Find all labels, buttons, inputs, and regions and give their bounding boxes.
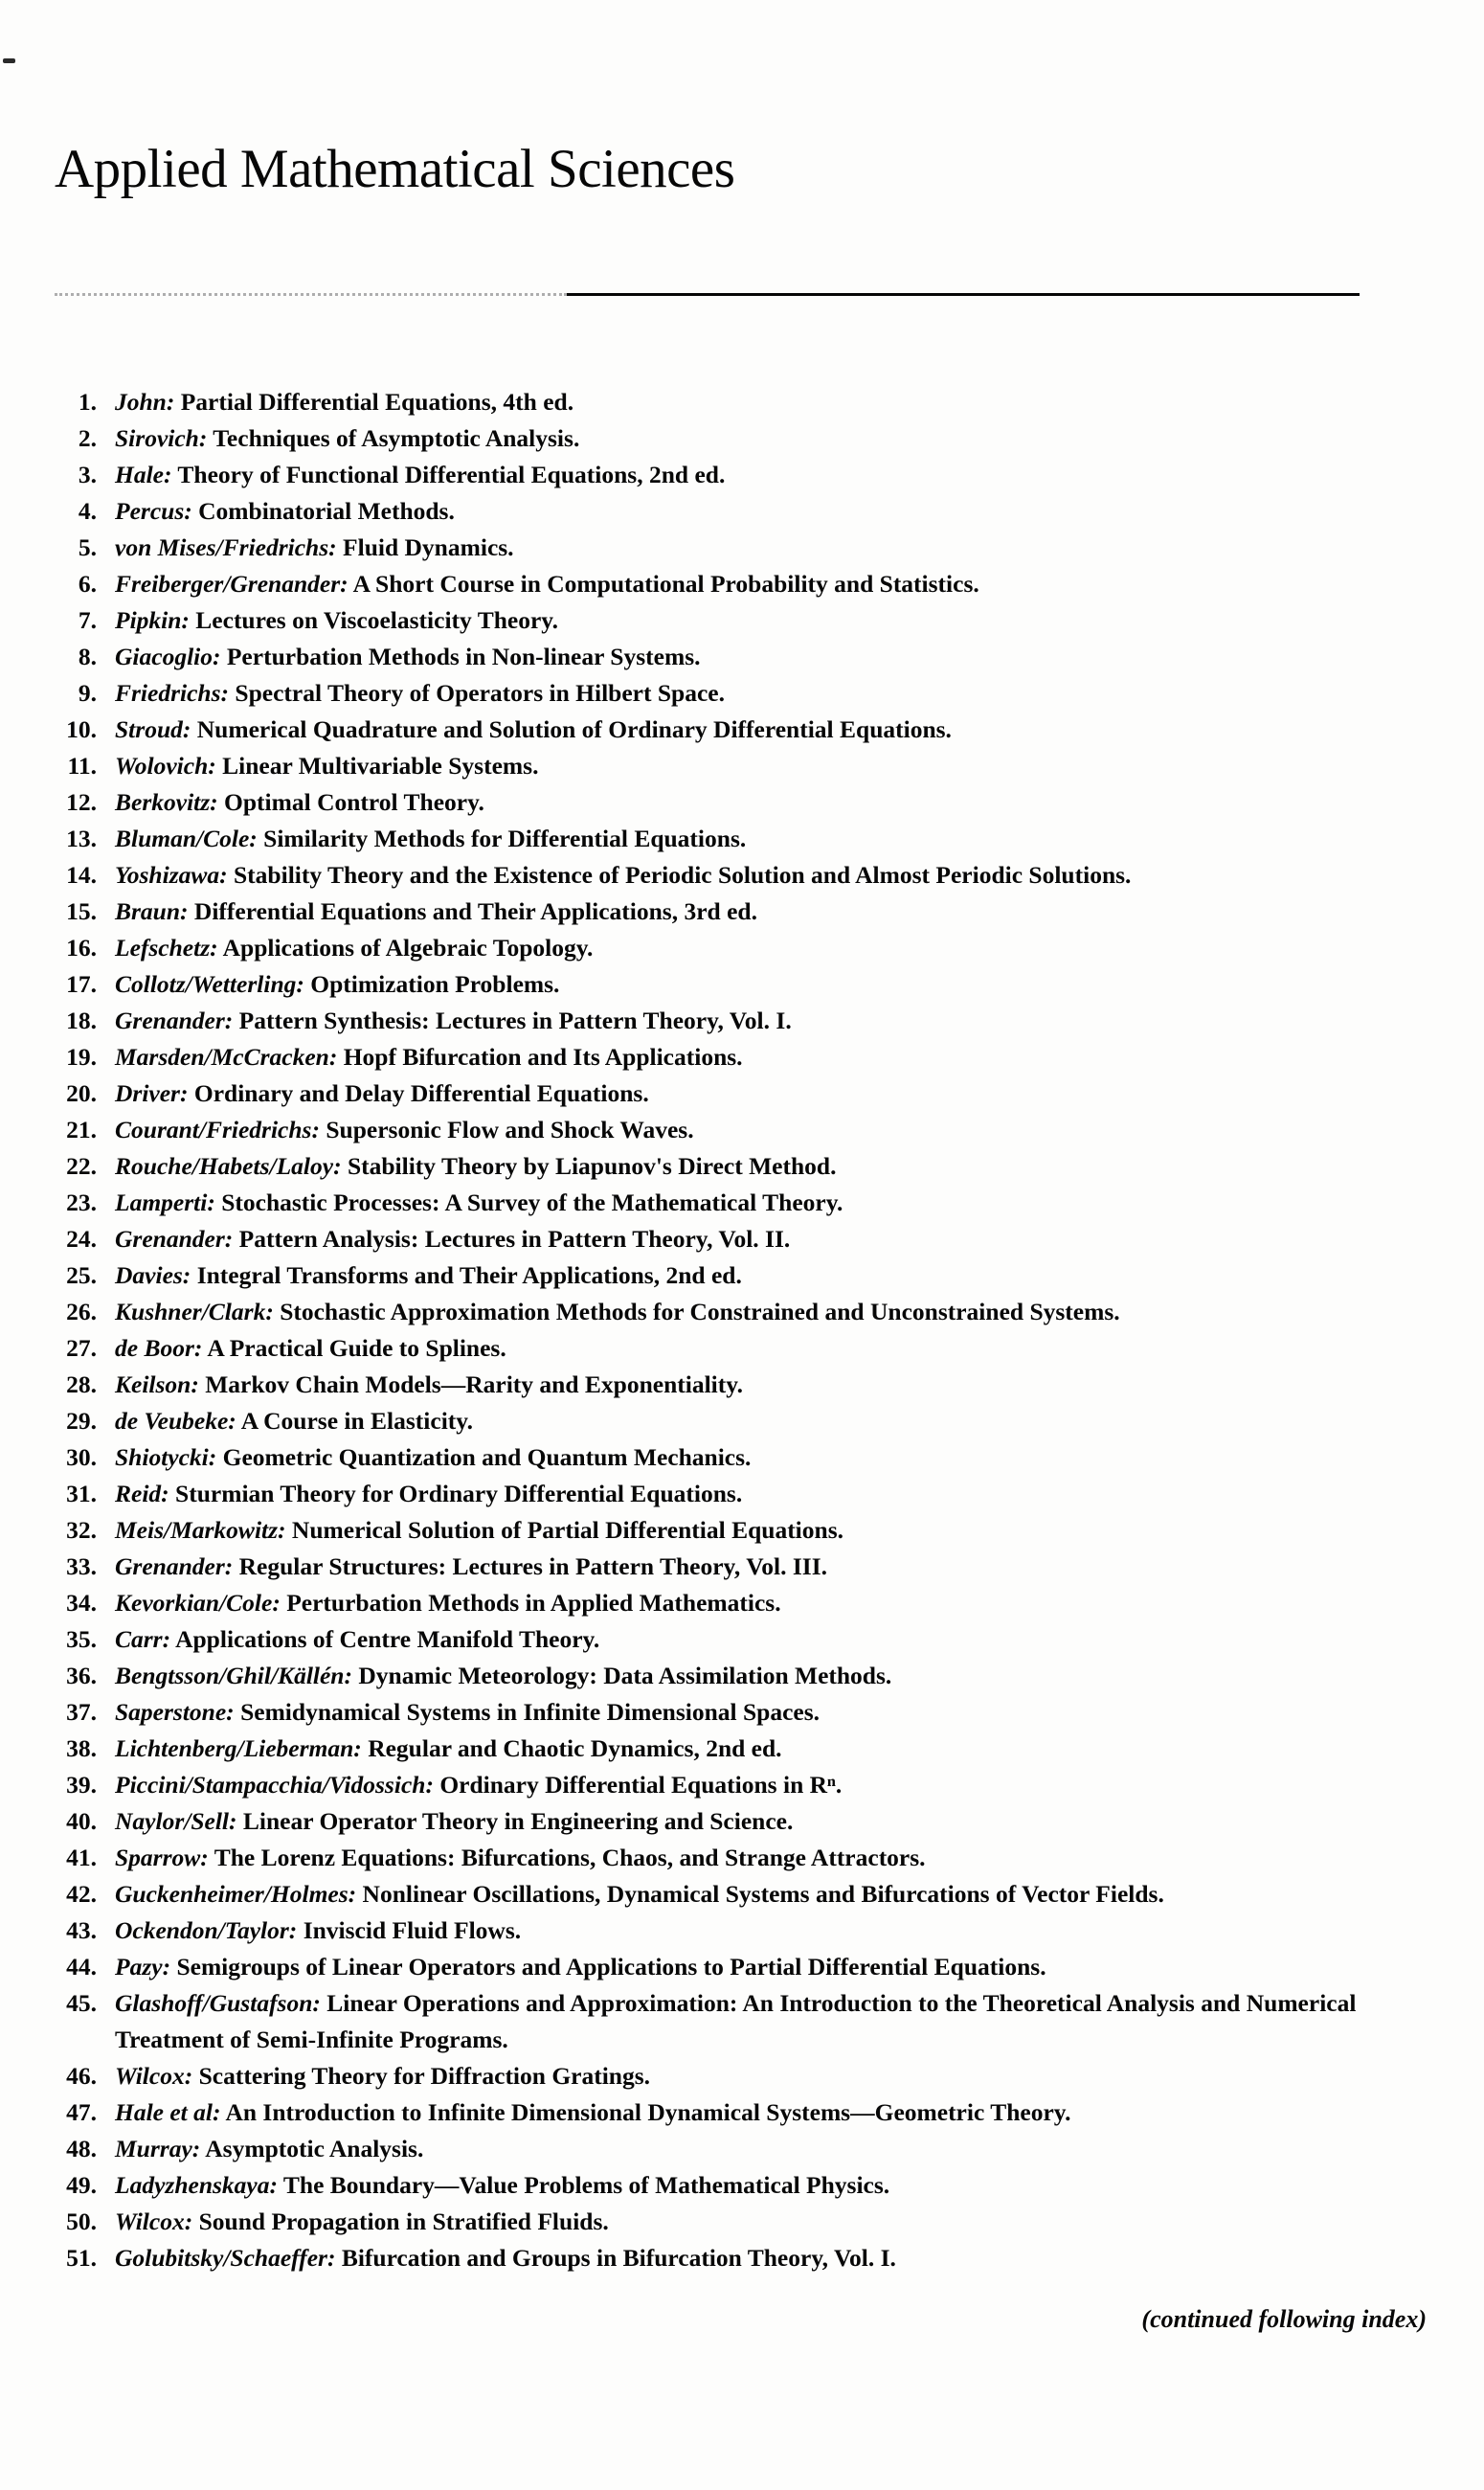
list-item	[55, 1294, 1427, 1330]
item-title: Nonlinear Oscillations, Dynamical Systems and Bifurcations of Vector Fields.	[362, 1879, 1164, 1908]
list-item	[55, 2240, 1427, 2276]
item-author: Courant/Friedrichs:	[115, 1115, 320, 1143]
item-author: Bluman/Cole:	[115, 824, 258, 852]
item-author: Stroud:	[115, 714, 191, 743]
item-author: Wolovich:	[115, 751, 216, 780]
item-title: The Boundary—Value Problems of Mathematical Physics.	[282, 2170, 890, 2199]
item-author: Yoshizawa:	[115, 860, 228, 889]
item-title: Spectral Theory of Operators in Hilbert Space.	[235, 678, 725, 707]
item-title: A Short Course in Computational Probability and Statistics.	[352, 569, 979, 598]
list-item	[55, 457, 1427, 493]
item-title: An Introduction to Infinite Dimensional Dynamical Systems—Geometric Theory.	[225, 2097, 1071, 2126]
list-item	[55, 420, 1427, 457]
item-entry	[115, 2240, 1417, 2276]
item-title: Perturbation Methods in Non-linear Systems.	[226, 642, 701, 670]
list-item	[55, 748, 1427, 784]
item-title: Regular and Chaotic Dynamics, 2nd ed.	[368, 1733, 782, 1762]
list-item	[55, 1658, 1427, 1694]
item-entry	[115, 1549, 1417, 1585]
list-item	[55, 784, 1427, 821]
list-item	[55, 712, 1427, 748]
item-title: Stability Theory by Liapunov's Direct Method.	[347, 1151, 837, 1180]
item-number: 31.	[66, 1479, 97, 1507]
item-number: 49.	[66, 2170, 97, 2199]
item-entry	[115, 1294, 1417, 1330]
item-entry	[115, 748, 1417, 784]
list-item	[55, 2131, 1427, 2167]
list-item	[55, 2204, 1427, 2240]
list-item	[55, 602, 1427, 639]
item-number: 43.	[66, 1915, 97, 1944]
item-author: Lichtenberg/Lieberman:	[115, 1733, 362, 1762]
list-item	[55, 1949, 1427, 1985]
item-title: Numerical Quadrature and Solution of Ordinary Differential Equations.	[196, 714, 952, 743]
list-item	[55, 2058, 1427, 2094]
item-title: Dynamic Meteorology: Data Assimilation Methods.	[358, 1661, 892, 1689]
item-title: Differential Equations and Their Applications, 3rd ed.	[193, 896, 757, 925]
item-entry	[115, 930, 1417, 966]
item-author: Pazy:	[115, 1952, 171, 1981]
item-entry	[115, 566, 1417, 602]
list-item	[55, 530, 1427, 566]
title-rule	[55, 292, 1360, 296]
item-number: 33.	[66, 1551, 97, 1580]
list-item	[55, 1803, 1427, 1840]
item-entry	[115, 1913, 1417, 1949]
item-author: Grenander:	[115, 1006, 234, 1034]
list-item	[55, 1876, 1427, 1913]
item-entry	[115, 1694, 1417, 1731]
item-author: Friedrichs:	[115, 678, 230, 707]
item-title: Partial Differential Equations, 4th ed.	[180, 387, 574, 416]
list-item	[55, 1003, 1427, 1039]
item-title: Similarity Methods for Differential Equations.	[263, 824, 747, 852]
item-number: 3.	[78, 460, 97, 488]
item-entry	[115, 784, 1417, 821]
item-title: Lectures on Viscoelasticity Theory.	[195, 605, 558, 634]
list-item	[55, 1367, 1427, 1403]
list-item	[55, 566, 1427, 602]
list-item	[55, 1185, 1427, 1221]
item-author: Golubitsky/Schaeffer:	[115, 2243, 336, 2272]
item-number: 28.	[66, 1370, 97, 1398]
item-title: Stochastic Processes: A Survey of the Mathematical Theory.	[221, 1188, 843, 1216]
item-number: 41.	[66, 1843, 97, 1871]
item-entry	[115, 493, 1417, 530]
item-number: 18.	[66, 1006, 97, 1034]
item-entry	[115, 1949, 1417, 1985]
item-title: Asymptotic Analysis.	[205, 2134, 424, 2162]
item-author: Sirovich:	[115, 423, 208, 452]
item-entry	[115, 1075, 1417, 1112]
item-title: Hopf Bifurcation and Its Applications.	[343, 1042, 743, 1071]
item-title: Regular Structures: Lectures in Pattern Theory, Vol. III.	[238, 1551, 827, 1580]
item-number: 44.	[66, 1952, 97, 1981]
item-number: 32.	[66, 1515, 97, 1544]
list-item	[55, 2167, 1427, 2204]
item-author: Giacoglio:	[115, 642, 221, 670]
item-number: 51.	[66, 2243, 97, 2272]
item-title: Theory of Functional Differential Equations, 2nd ed.	[177, 460, 726, 488]
item-number: 2.	[78, 423, 97, 452]
item-number: 17.	[66, 969, 97, 998]
item-number: 20.	[66, 1078, 97, 1107]
item-author: Reid:	[115, 1479, 169, 1507]
item-title: The Lorenz Equations: Bifurcations, Chaos, and Strange Attractors.	[214, 1843, 926, 1871]
list-item	[55, 894, 1427, 930]
item-title: Applications of Algebraic Topology.	[222, 933, 594, 962]
item-entry	[115, 1840, 1417, 1876]
item-entry	[115, 457, 1417, 493]
item-entry	[115, 2167, 1417, 2204]
item-number: 38.	[66, 1733, 97, 1762]
item-title: Geometric Quantization and Quantum Mechanics.	[222, 1442, 752, 1471]
item-entry	[115, 1003, 1417, 1039]
item-number: 27.	[66, 1333, 97, 1362]
item-title: Integral Transforms and Their Applications, 2nd ed.	[196, 1260, 742, 1289]
item-title: Supersonic Flow and Shock Waves.	[326, 1115, 694, 1143]
item-entry	[115, 1803, 1417, 1840]
item-entry	[115, 894, 1417, 930]
item-entry	[115, 1876, 1417, 1913]
item-entry	[115, 420, 1417, 457]
item-title: Sturmian Theory for Ordinary Differential Equations.	[175, 1479, 743, 1507]
item-entry	[115, 1403, 1417, 1439]
item-entry	[115, 1658, 1417, 1694]
item-entry	[115, 384, 1417, 420]
item-title: Semidynamical Systems in Infinite Dimensional Spaces.	[240, 1697, 821, 1726]
item-number: 36.	[66, 1661, 97, 1689]
item-number: 9.	[78, 678, 97, 707]
item-entry	[115, 1731, 1417, 1767]
list-item	[55, 675, 1427, 712]
item-number: 13.	[66, 824, 97, 852]
item-author: Bengtsson/Ghil/Källén:	[115, 1661, 352, 1689]
item-title: Bifurcation and Groups in Bifurcation Theory, Vol. I.	[341, 2243, 896, 2272]
item-number: 24.	[66, 1224, 97, 1253]
list-item	[55, 1148, 1427, 1185]
item-title: Applications of Centre Manifold Theory.	[175, 1624, 600, 1653]
item-author: Freiberger/Grenander:	[115, 569, 349, 598]
item-author: Glashoff/Gustafson:	[115, 1988, 321, 2017]
item-entry	[115, 1512, 1417, 1549]
item-entry	[115, 1112, 1417, 1148]
item-title: Ordinary and Delay Differential Equations.	[193, 1078, 649, 1107]
item-entry	[115, 1330, 1417, 1367]
item-title: Combinatorial Methods.	[198, 496, 455, 525]
item-author: Wilcox:	[115, 2061, 193, 2090]
list-item	[55, 1549, 1427, 1585]
item-number: 30.	[66, 1442, 97, 1471]
item-number: 8.	[78, 642, 97, 670]
item-author: John:	[115, 387, 175, 416]
item-author: Meis/Markowitz:	[115, 1515, 286, 1544]
item-entry	[115, 530, 1417, 566]
item-author: Ladyzhenskaya:	[115, 2170, 278, 2199]
item-number: 25.	[66, 1260, 97, 1289]
item-number: 50.	[66, 2207, 97, 2235]
item-title: Stochastic Approximation Methods for Constrained and Unconstrained Systems.	[280, 1297, 1120, 1325]
item-number: 22.	[66, 1151, 97, 1180]
item-number: 47.	[66, 2097, 97, 2126]
item-author: Shiotycki:	[115, 1442, 217, 1471]
item-number: 29.	[66, 1406, 97, 1435]
list-item	[55, 2094, 1427, 2131]
footer-note: (continued following index)	[1141, 2304, 1427, 2333]
item-author: von Mises/Friedrichs:	[115, 532, 337, 561]
list-item	[55, 1403, 1427, 1439]
item-entry	[115, 639, 1417, 675]
item-number: 5.	[78, 532, 97, 561]
item-entry	[115, 1767, 1417, 1803]
item-entry	[115, 2131, 1417, 2167]
list-item	[55, 1512, 1427, 1549]
item-title: Linear Operations and Approximation: An Introduction to the Theoretical Analysis and Numerical Treatment of Semi-Infinite Programs.	[115, 1988, 1357, 2053]
item-author: Davies:	[115, 1260, 191, 1289]
list-item	[55, 493, 1427, 530]
item-number: 19.	[66, 1042, 97, 1071]
list-item	[55, 1476, 1427, 1512]
page-title: Applied Mathematical Sciences	[55, 139, 735, 199]
item-number: 15.	[66, 896, 97, 925]
item-number: 16.	[66, 933, 97, 962]
item-number: 39.	[66, 1770, 97, 1799]
item-title: Numerical Solution of Partial Differential Equations.	[291, 1515, 843, 1544]
item-number: 12.	[66, 787, 97, 816]
item-entry	[115, 1221, 1417, 1257]
item-entry	[115, 1257, 1417, 1294]
item-number: 34.	[66, 1588, 97, 1617]
item-author: Keilson:	[115, 1370, 199, 1398]
item-number: 23.	[66, 1188, 97, 1216]
item-number: 21.	[66, 1115, 97, 1143]
item-title: Pattern Synthesis: Lectures in Pattern Theory, Vol. I.	[238, 1006, 792, 1034]
list-item	[55, 857, 1427, 894]
item-entry	[115, 1039, 1417, 1075]
item-author: Kevorkian/Cole:	[115, 1588, 281, 1617]
title-rule-solid-segment	[567, 293, 1360, 296]
item-author: Carr:	[115, 1624, 171, 1653]
item-entry	[115, 966, 1417, 1003]
item-entry	[115, 1439, 1417, 1476]
item-author: Lamperti:	[115, 1188, 215, 1216]
list-item	[55, 930, 1427, 966]
list-item	[55, 1257, 1427, 1294]
item-author: Hale et al:	[115, 2097, 221, 2126]
list-item	[55, 966, 1427, 1003]
list-item	[55, 384, 1427, 420]
item-author: Grenander:	[115, 1224, 234, 1253]
item-entry	[115, 2094, 1417, 2131]
item-author: de Boor:	[115, 1333, 203, 1362]
item-author: Grenander:	[115, 1551, 234, 1580]
list-item	[55, 1112, 1427, 1148]
item-author: Hale:	[115, 460, 172, 488]
item-title: Linear Multivariable Systems.	[222, 751, 539, 780]
list-item	[55, 1585, 1427, 1621]
item-number: 4.	[78, 496, 97, 525]
item-author: Lefschetz:	[115, 933, 218, 962]
item-entry	[115, 1148, 1417, 1185]
list-item	[55, 1913, 1427, 1949]
list-item	[55, 1330, 1427, 1367]
item-title: Markov Chain Models—Rarity and Exponentiality.	[205, 1370, 743, 1398]
item-author: Marsden/McCracken:	[115, 1042, 338, 1071]
item-author: Berkovitz:	[115, 787, 218, 816]
scan-artifact-speck	[3, 58, 15, 63]
list-item	[55, 1621, 1427, 1658]
item-entry	[115, 1185, 1417, 1221]
item-title: Inviscid Fluid Flows.	[303, 1915, 522, 1944]
item-title: Stability Theory and the Existence of Periodic Solution and Almost Periodic Solutions.	[234, 860, 1132, 889]
item-author: de Veubeke:	[115, 1406, 236, 1435]
item-author: Braun:	[115, 896, 189, 925]
item-number: 14.	[66, 860, 97, 889]
item-title: Scattering Theory for Diffraction Gratings.	[198, 2061, 651, 2090]
item-number: 45.	[66, 1988, 97, 2017]
item-author: Naylor/Sell:	[115, 1806, 237, 1835]
item-author: Saperstone:	[115, 1697, 235, 1726]
item-author: Collotz/Wetterling:	[115, 969, 304, 998]
item-author: Sparrow:	[115, 1843, 209, 1871]
item-number: 35.	[66, 1624, 97, 1653]
list-item	[55, 1767, 1427, 1803]
item-title: Linear Operator Theory in Engineering and Science.	[242, 1806, 794, 1835]
item-number: 26.	[66, 1297, 97, 1325]
item-entry	[115, 1476, 1417, 1512]
item-number: 37.	[66, 1697, 97, 1726]
item-entry	[115, 675, 1417, 712]
item-number: 42.	[66, 1879, 97, 1908]
item-author: Piccini/Stampacchia/Vidossich:	[115, 1770, 434, 1799]
item-entry	[115, 712, 1417, 748]
item-number: 7.	[78, 605, 97, 634]
item-author: Wilcox:	[115, 2207, 193, 2235]
item-entry	[115, 1985, 1417, 2058]
item-entry	[115, 2204, 1417, 2240]
item-title: Optimization Problems.	[310, 969, 560, 998]
item-number: 40.	[66, 1806, 97, 1835]
item-author: Murray:	[115, 2134, 201, 2162]
item-author: Driver:	[115, 1078, 189, 1107]
list-item	[55, 1840, 1427, 1876]
item-entry	[115, 2058, 1417, 2094]
item-entry	[115, 602, 1417, 639]
list-item	[55, 1985, 1427, 2058]
item-entry	[115, 857, 1417, 894]
list-item	[55, 1039, 1427, 1075]
list-item	[55, 1221, 1427, 1257]
item-title: Perturbation Methods in Applied Mathematics.	[286, 1588, 781, 1617]
item-author: Pipkin:	[115, 605, 190, 634]
list-item	[55, 1731, 1427, 1767]
item-title: Semigroups of Linear Operators and Applications to Partial Differential Equations.	[176, 1952, 1046, 1981]
item-number: 1.	[78, 387, 97, 416]
list-item	[55, 639, 1427, 675]
item-author: Ockendon/Taylor:	[115, 1915, 298, 1944]
item-entry	[115, 1585, 1417, 1621]
item-title: Fluid Dynamics.	[343, 532, 514, 561]
item-title: Ordinary Differential Equations in Rⁿ.	[439, 1770, 843, 1799]
item-number: 6.	[78, 569, 97, 598]
title-rule-faded-segment	[55, 293, 567, 296]
list-item	[55, 1075, 1427, 1112]
item-title: Sound Propagation in Stratified Fluids.	[198, 2207, 609, 2235]
item-author: Kushner/Clark:	[115, 1297, 274, 1325]
list-item	[55, 1694, 1427, 1731]
item-title: A Course in Elasticity.	[240, 1406, 473, 1435]
item-title: Techniques of Asymptotic Analysis.	[213, 423, 580, 452]
item-author: Rouche/Habets/Laloy:	[115, 1151, 342, 1180]
item-number: 11.	[67, 751, 97, 780]
item-author: Guckenheimer/Holmes:	[115, 1879, 357, 1908]
item-title: Pattern Analysis: Lectures in Pattern Theory, Vol. II.	[238, 1224, 791, 1253]
item-entry	[115, 1621, 1417, 1658]
item-title: Optimal Control Theory.	[224, 787, 484, 816]
item-number: 10.	[66, 714, 97, 743]
item-number: 48.	[66, 2134, 97, 2162]
item-title: A Practical Guide to Splines.	[207, 1333, 506, 1362]
list-item	[55, 1439, 1427, 1476]
item-entry	[115, 1367, 1417, 1403]
item-author: Percus:	[115, 496, 192, 525]
list-item	[55, 821, 1427, 857]
item-number: 46.	[66, 2061, 97, 2090]
item-entry	[115, 821, 1417, 857]
series-list	[55, 384, 1427, 2276]
